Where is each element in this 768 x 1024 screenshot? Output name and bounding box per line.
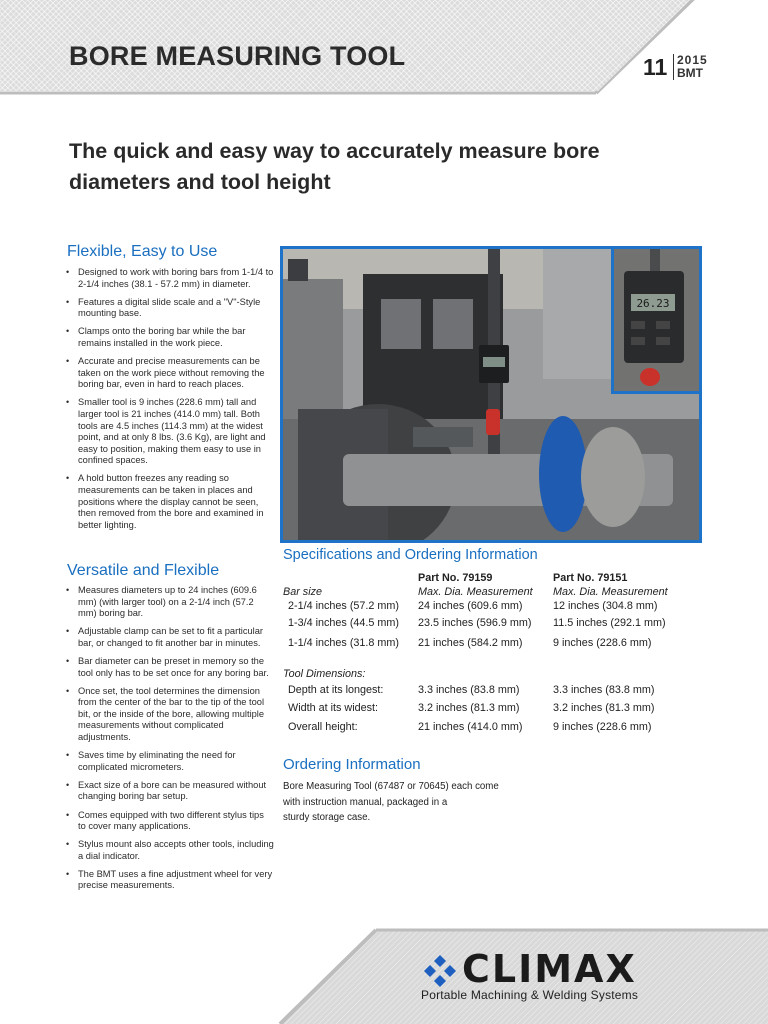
intro-headline: The quick and easy way to accurately measure bore diameters and tool height xyxy=(69,139,600,194)
max-dia-label-b: Max. Dia. Measurement xyxy=(553,586,668,598)
bar-size-label: Bar size xyxy=(283,586,323,598)
list-item: • Once set, the tool determines the dimension from the center of the bar to the tip of the tool bit, or the inside of the bore, allowing multiple measurements without complicated adjustments. xyxy=(66,686,274,744)
list-item: • Comes equipped with two different stylus tips to cover many applications. xyxy=(66,810,274,833)
dim-row-label: Overall height: xyxy=(288,721,358,733)
part-number-a: Part No. 79159 xyxy=(418,572,493,584)
page-year: 2015 xyxy=(677,53,708,67)
section-heading-flexible: Flexible, Easy to Use xyxy=(67,243,218,260)
dim-row-value-a: 21 inches (414.0 mm) xyxy=(418,721,523,733)
spec-row-label: 1-1/4 inches (31.8 mm) xyxy=(288,637,400,649)
dim-row-value-b: 3.3 inches (83.8 mm) xyxy=(553,684,655,696)
digital-display-illustration xyxy=(614,249,699,391)
page-tag-divider xyxy=(673,54,674,80)
spec-row-label: 1-3/4 inches (44.5 mm) xyxy=(288,617,400,629)
ordering-heading: Ordering Information xyxy=(283,756,421,773)
features-list-flexible xyxy=(66,267,274,538)
page-number: 11 xyxy=(643,54,668,80)
dim-row-value-a: 3.2 inches (81.3 mm) xyxy=(418,702,520,714)
list-item: • Adjustable clamp can be set to fit a particular bar, or changed to fit another bar in minutes. xyxy=(66,626,274,649)
footer-band xyxy=(0,924,768,1024)
brand-tagline: Portable Machining & Welding Systems xyxy=(421,988,639,1002)
dim-row-value-b: 3.2 inches (81.3 mm) xyxy=(553,702,655,714)
specs-heading: Specifications and Ordering Information xyxy=(283,547,538,563)
list-item: • Smaller tool is 9 inches (228.6 mm) tall and larger tool is 21 inches (414.0 mm) tall. Both tools are 4.5 inches (114.3 mm) at the widest point, and at only 8 lbs. (3.6 Kg), are light and easy to position, making them easy to use in confined spaces. xyxy=(66,397,274,467)
spec-row-label: 2-1/4 inches (57.2 mm) xyxy=(288,600,400,612)
ordering-text xyxy=(283,779,503,826)
page-title: BORE MEASURING TOOL xyxy=(69,41,406,71)
list-item: • Measures diameters up to 24 inches (609.6 mm) (with larger tool) on a 2-1/4 inch (57.2 mm) boring bar. xyxy=(66,585,274,620)
list-item: • Accurate and precise measurements can be taken on the work piece without removing the boring bar, even in hard to reach places. xyxy=(66,356,274,391)
spec-row-value-a: 23.5 inches (596.9 mm) xyxy=(418,617,532,629)
product-code: BMT xyxy=(677,66,703,80)
spec-row-value-b: 9 inches (228.6 mm) xyxy=(553,637,652,649)
ordering-line: sturdy storage case. xyxy=(283,812,371,823)
ordering-line: with instruction manual, packaged in a xyxy=(283,796,448,808)
tool-dimensions-label: Tool Dimensions: xyxy=(283,668,366,680)
dim-row-value-b: 9 inches (228.6 mm) xyxy=(553,721,652,733)
section-heading-versatile: Versatile and Flexible xyxy=(67,562,220,579)
ordering-line: Bore Measuring Tool (67487 or 70645) each come xyxy=(283,781,499,792)
list-item: • Features a digital slide scale and a "V"-Style mounting base. xyxy=(66,297,274,320)
list-item: • Bar diameter can be preset in memory so the tool only has to be set once for any boring bar. xyxy=(66,656,274,679)
list-item: • A hold button freezes any reading so measurements can be taken in places and positions where the display cannot be seen, then removed from the bore and examined in better lighting. xyxy=(66,473,274,531)
brand-name: CLIMAX xyxy=(462,947,637,991)
display-closeup-photo xyxy=(611,246,702,394)
list-item: • Designed to work with boring bars from 1-1/4 to 2-1/4 inches (38.1 - 57.2 mm) in diameter. xyxy=(66,267,274,290)
part-number-b: Part No. 79151 xyxy=(553,572,628,584)
dim-row-label: Depth at its longest: xyxy=(288,684,384,696)
max-dia-label-a: Max. Dia. Measurement xyxy=(418,586,533,598)
spec-row-value-b: 12 inches (304.8 mm) xyxy=(553,600,658,612)
dim-row-value-a: 3.3 inches (83.8 mm) xyxy=(418,684,520,696)
climax-emblem-icon xyxy=(422,953,458,989)
list-item: • Exact size of a bore can be measured without changing boring bar setup. xyxy=(66,780,274,803)
list-item: • Stylus mount also accepts other tools, including a dial indicator. xyxy=(66,839,274,862)
spec-row-value-a: 24 inches (609.6 mm) xyxy=(418,600,523,612)
display-reading: 26.23 xyxy=(636,297,670,310)
spec-row-value-a: 21 inches (584.2 mm) xyxy=(418,637,523,649)
spec-row-value-b: 11.5 inches (292.1 mm) xyxy=(553,617,666,629)
list-item: • Saves time by eliminating the need for complicated micrometers. xyxy=(66,750,274,773)
features-list-versatile xyxy=(66,585,274,899)
list-item: • Clamps onto the boring bar while the bar remains installed in the work piece. xyxy=(66,326,274,349)
list-item: • The BMT uses a fine adjustment wheel for very precise measurements. xyxy=(66,869,274,892)
dim-row-label: Width at its widest: xyxy=(288,702,379,714)
